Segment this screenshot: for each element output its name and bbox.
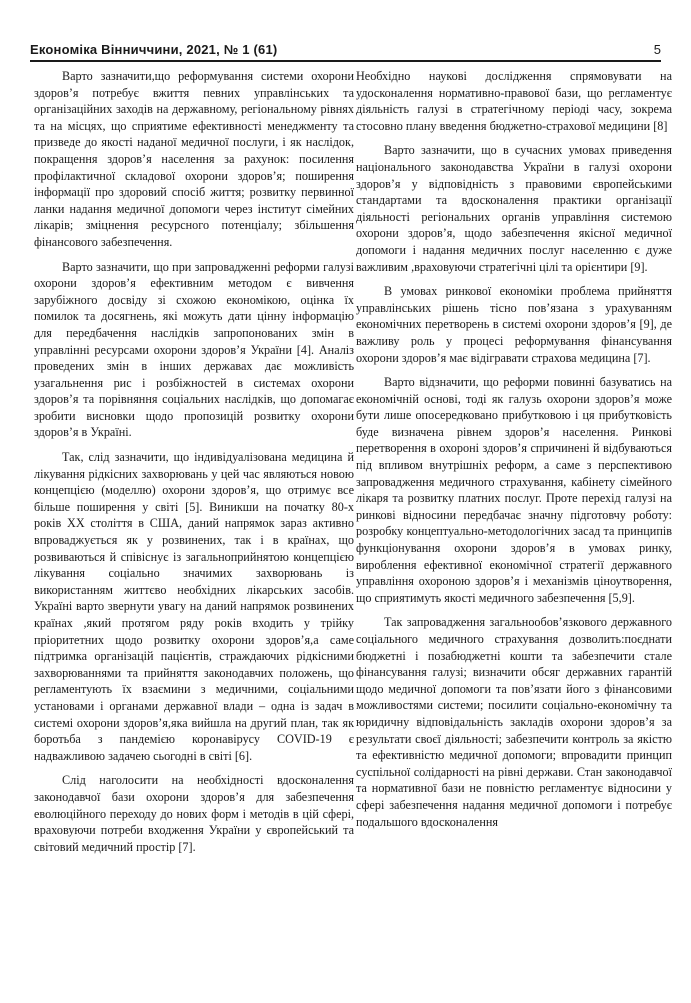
- page-number: 5: [653, 42, 661, 57]
- paragraph: Варто зазначити, що в сучасних умовах приведення національного законодавства України в галузі охорони здоров’я у відповідність з правовими європейськими стандартами та вдосконалення практики організації діяльності регіональних органів управління системою охорони здоров’я, щодо забезпечення якісної медичної допомоги і надання медичних послуг населенню є дуже важливим ,враховуючи стратегічні цілі та орієнтири [9].: [356, 143, 672, 274]
- paragraph: Так, слід зазначити, що індивідуалізована медицина й лікування рідкісних захворювань у цей час являються новою концепцією (моделлю) охорони здоров’я, що отримує все більше поширення у світі [5]. Виникши на початку 80-х років XX століття в США, даний напрямок зараз активно впроваджується як у розвинених, так і в країнах, що розвиваються й співіснує із загальноприйнятою концепцією лікування соціально значимих захворювань із використанням життєво необхідних лікарських засобів. Україні варто звернути увагу на даний напрямок розвинених країнах ,який протягом ряду років входить у трійку пріоритетних щодо розвитку охорони здоров’я,а саме підтримка організацій пацієнтів, страждаючих рідкісними захворюваннями та прийняття законодавчих положень, що регламентують їх взаємини з медичними, соціальними установами і органами державної влади – одна із задач в системі охорони здоров’я,яка вийшла на другий план, так як боротьба з пандемією коронавірусу COVID-19 є надважливою задачею сьогодні в світі [6].: [34, 450, 354, 763]
- paragraph: Так запровадження загальнообов’язкового державного соціального медичного страхування дозволить:поєднати бюджетні і позабюджетні кошти та забезпечити стале фінансування галузі; визначити обсяг державних гарантій щодо медичної допомоги та пов’язати його з фінансовими можливостями системи; посилити соціально-економічну та юридичну відповідальність закладів охорони здоров’я за результати своєї діяльності; забезпечити контроль за якістю та ефективністю медичної допомоги; впровадити принцип суспільної солідарності на рівні держави. Стан законодавчої та нормативної бази не повністю регламентує відносини у сфері забезпечення надання медичної допомоги і потребує подальшого вдосконалення: [356, 615, 672, 829]
- paragraph: Слід наголосити на необхідності вдосконалення законодавчої бази охорони здоров’я для забезпечення еволюційного переходу до нових форм і методів в цій сфері, враховуючи потреби входження України у європейський та світовий медичний простір [7].: [34, 773, 354, 854]
- paragraph: Варто зазначити, що при запровадженні реформи галузі охорони здоров’я ефективним методом є вивчення зарубіжного досвіду зі схожою економікою, оцінка їх помилок та досягнень, які можуть дати цінну інформацію для передбачення наслідків запропонованих змін в управлінні ресурсами охорони здоров’я України [4]. Аналіз проведених змін в інших державах дає можливість узагальнення рис і розбіжностей в системах охорони здоров’я та порівняння соціальних наслідків, що допомагає зробити висновки щодо пропозицій розвитку охорони здоров’я в Україні.: [34, 259, 354, 440]
- paragraph: В умовах ринкової економіки проблема прийняття управлінських рішень тісно пов’язана з урахуванням економічних перетворень в системі охорони здоров’я [9], де важливу роль у процесі реформування фінансування охорони здоров’я має відігравати страхова медицина [7].: [356, 284, 672, 365]
- paragraph: Варто відзначити, що реформи повинні базуватись на економічній основі, тоді як галузь охорони здоров’я може бути лише опосередковано прибутковою і ця прибутковість буде визначена рівнем здоров’я населення. Ринкові перетворення в охороні здоров’я спричинені й відбуваються під впливом внутрішніх реформ, а саме з перспективою запровадження медичного страхування, кабінету сімейного лікаря та розвитку платних послуг. Проте перехід галузі на ринкові відносини передбачає значну підготовчу роботу: розробку концептуально-методологічних засад та принципів функціонування охорони здоров’я в умовах ринку, вироблення ефективної економічної стратегії державного управління охороною здоров’я і механізмів ціноутворення, що сприятимуть якості медичного забезпечення [5,9].: [356, 375, 672, 605]
- paragraph: Варто зазначити,що реформування системи охорони здоров’я потребує вжиття певних управлінських та організаційних заходів на державному, регіональному рівнях та на місцях, що сприятиме ефективності менеджменту та призведе до якості наданої медичної послуги, і як наслідок, покращення здоров’я населення за рахунок: посилення профілактичної складової охорони здоров’я; поширення інформації про здоровий спосіб життя; розвитку первинної ланки надання медичної допомоги через інститут сімейних лікарів; зміцнення ресурсного потенціалу; збільшення фінансового забезпечення.: [34, 69, 354, 249]
- journal-title: Економіка Вінниччини, 2021, № 1 (61): [30, 42, 278, 57]
- paragraph: Необхідно наукові дослідження спрямовувати на удосконалення нормативно-правової бази, що регламентує діяльність галузі в стратегічному періоді часу, зокрема стосовно плану введення бюджетно-страхової медицини [8]: [356, 69, 672, 133]
- left-column: [34, 68, 354, 855]
- right-column: [356, 68, 672, 830]
- running-header: [30, 38, 661, 62]
